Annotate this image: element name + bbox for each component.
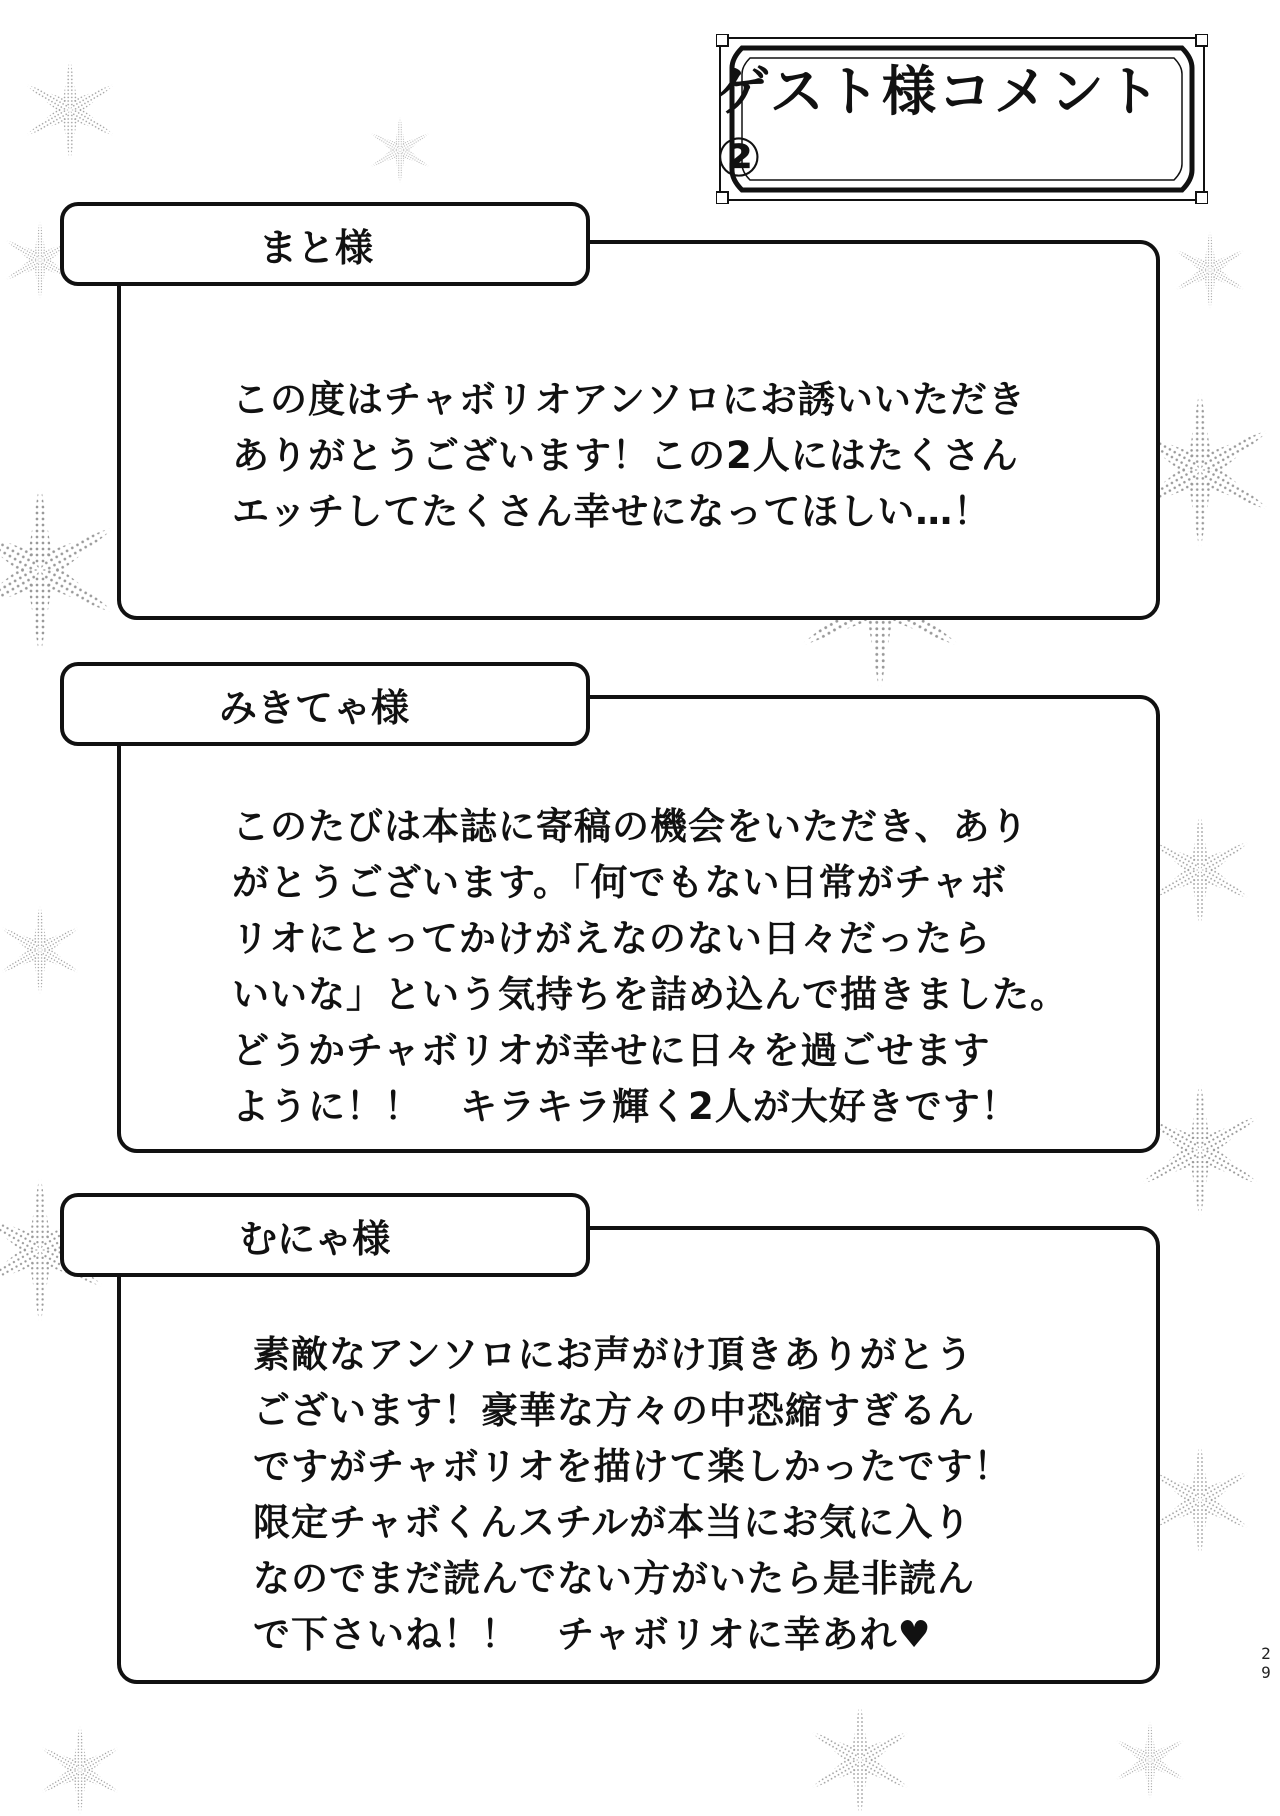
snowflake-icon [804, 1700, 916, 1816]
snowflake-icon [0, 480, 124, 660]
guest-name: みきてゃ様 [219, 685, 410, 730]
snowflake-icon [20, 56, 121, 164]
page-number: 2 9 [1261, 1644, 1271, 1682]
page-title: ゲスト様コメント② [716, 60, 1162, 189]
guest-name-tab [60, 1193, 590, 1277]
snowflake-icon [1144, 810, 1256, 930]
guest-name-tab [60, 202, 590, 286]
guest-name-tab [60, 662, 590, 746]
guest-name: むにゃ様 [239, 1216, 391, 1261]
guest-comment: 素敵なアンソロにお声がけ頂きありがとう ございます！豪華な方々の中恐縮すぎるん ですがチャボリオを描けて楽しかったです！ 限定チャボくんスチルが本当にお気に入り なのでまだ読んでない方がいたら是非読ん で下さいね！！ チャボリオに幸あれ♥ [253, 1333, 1012, 1656]
guest-name: まと様 [259, 225, 374, 270]
guest-comment: この度はチャボリオアンソロにお誘いいただき ありがとうございます！この2人にはたくさん エッチしてたくさん幸せになってほしい…！ [232, 378, 1026, 533]
snowflake-icon [366, 114, 433, 186]
snowflake-icon [1171, 228, 1249, 312]
snowflake-icon [1144, 1440, 1256, 1560]
snowflake-icon [35, 1722, 125, 1816]
guest-comment: このたびは本誌に寄稿の機会をいただき、あり がとうございます。「何でもない日常がチャボ リオにとってかけがえなのない日々だったら いいな」という気持ちを詰め込んで描きました。 どうかチャボリオが幸せに日々を過ごせます ように！！ キラキラ輝く2人が大好きです！ [232, 805, 1068, 1128]
snowflake-icon [0, 902, 85, 998]
snowflake-icon [1111, 1718, 1189, 1802]
